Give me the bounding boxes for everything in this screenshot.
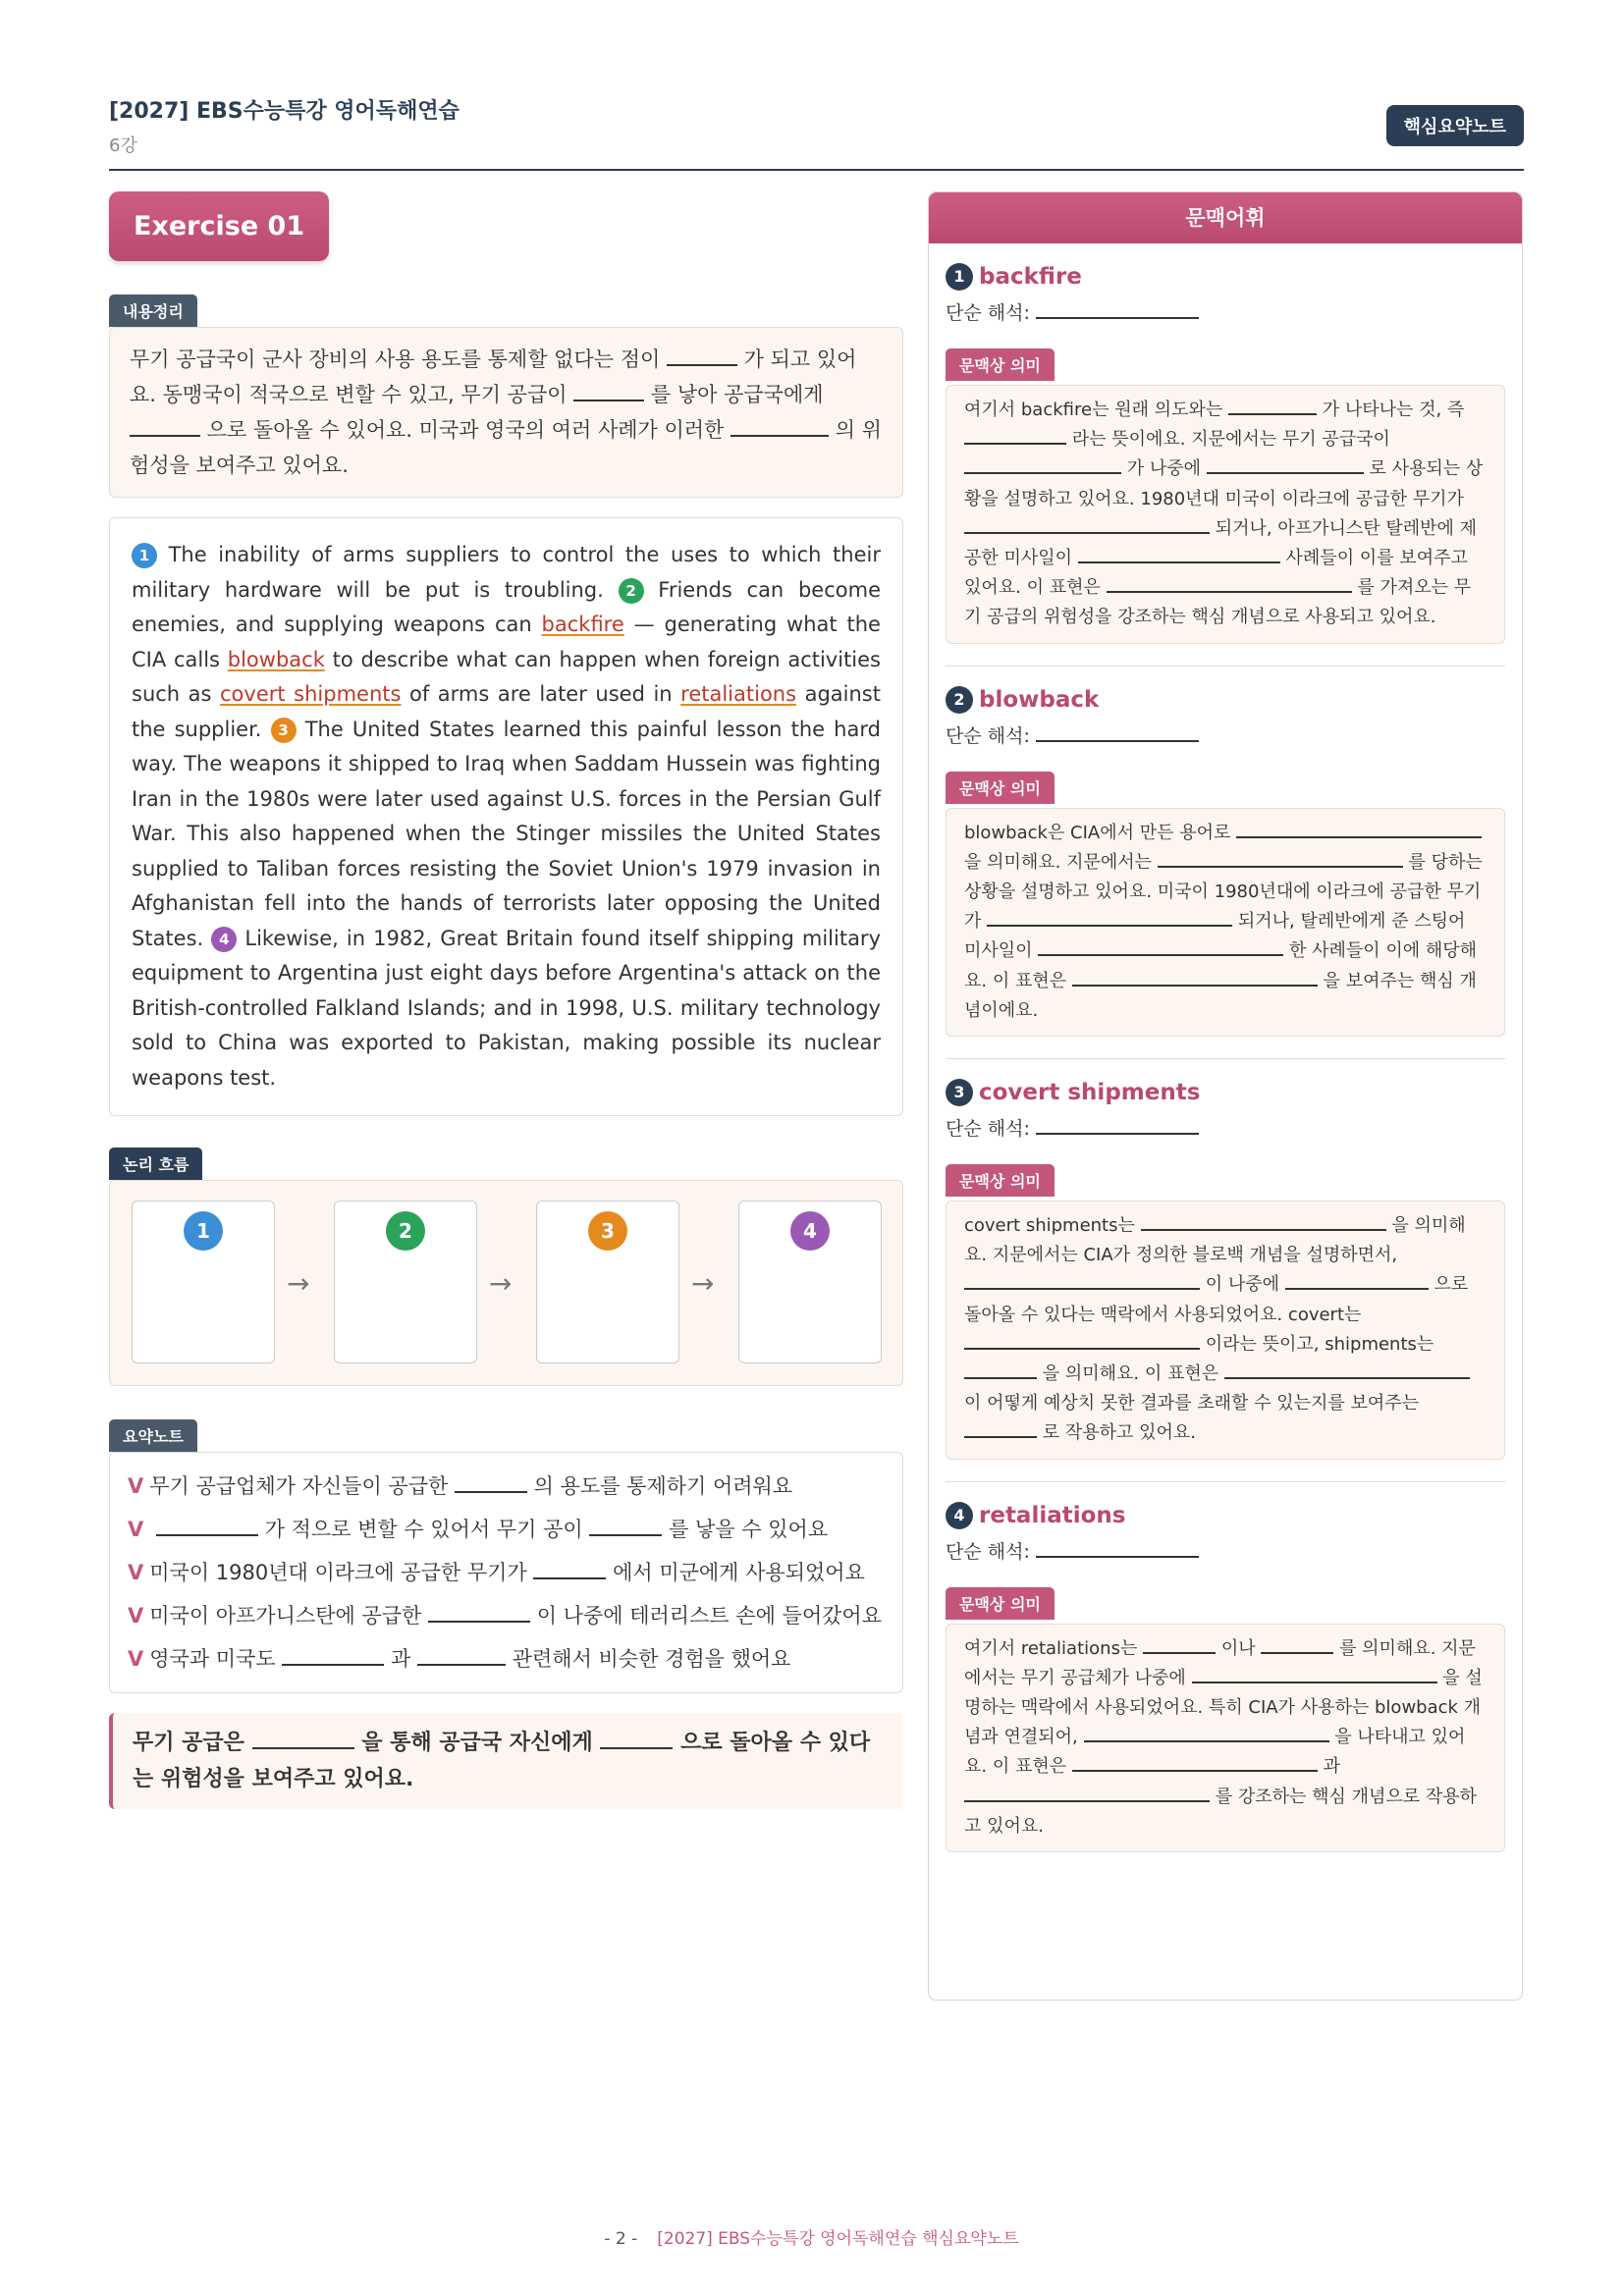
fill-blank[interactable] bbox=[964, 1272, 1200, 1290]
definition-label: 단순 해석: bbox=[946, 302, 1030, 324]
meaning-tag: 문맥상 의미 bbox=[946, 348, 1055, 381]
definition-blank[interactable] bbox=[1036, 300, 1199, 319]
meaning-text: 를 당하는 상황을 설명하고 있어요. 미국이 1980년대에 이라크에 공급한 무기가 bbox=[964, 851, 1483, 933]
note-line-5 bbox=[128, 1637, 885, 1681]
vocab-word: covert shipments bbox=[979, 1080, 1201, 1106]
fill-blank[interactable] bbox=[417, 1645, 506, 1666]
meaning-tag: 문맥상 의미 bbox=[946, 772, 1055, 804]
vocab-item-blowback bbox=[929, 686, 1522, 1059]
fill-blank[interactable] bbox=[667, 346, 737, 366]
document-title: [2027] EBS수능특강 영어독해연습 bbox=[109, 99, 460, 124]
meaning-text: 이라는 뜻이고, shipments는 bbox=[1205, 1333, 1434, 1355]
summary-notes-box bbox=[109, 1452, 903, 1693]
page-footer bbox=[0, 2224, 1623, 2249]
summary-text: 으로 돌아올 수 있어요. 미국과 영국의 여러 사례가 이러한 bbox=[206, 418, 725, 442]
fill-blank[interactable] bbox=[1141, 1213, 1386, 1231]
fill-blank[interactable] bbox=[964, 456, 1121, 474]
passage-sentence: Friends can become enemies, and supplying weapons can bbox=[132, 577, 881, 636]
fill-blank[interactable] bbox=[1072, 969, 1318, 987]
sentence-marker-1: 1 bbox=[132, 543, 157, 568]
vocab-word: retaliations bbox=[979, 1502, 1126, 1528]
meaning-text: covert shipments는 bbox=[964, 1215, 1135, 1237]
fill-blank[interactable] bbox=[1143, 1636, 1216, 1654]
flow-number: 3 bbox=[588, 1211, 627, 1251]
meaning-text: 을 의미해요. 지문에서는 CIA가 정의한 블로백 개념을 설명하면서, bbox=[964, 1215, 1466, 1266]
note-line-4 bbox=[128, 1594, 885, 1637]
definition-label: 단순 해석: bbox=[946, 1540, 1030, 1563]
footer-title: [2027] EBS수능특강 영어독해연습 핵심요약노트 bbox=[657, 2229, 1019, 2249]
reading-passage bbox=[109, 517, 903, 1116]
fill-blank[interactable] bbox=[1072, 1754, 1318, 1772]
note-text: 미국이 1980년대 이라크에 공급한 무기가 bbox=[149, 1561, 527, 1584]
note-line-2 bbox=[128, 1508, 885, 1551]
meaning-text: 한 사례들이 이에 해당해요. 이 표현은 bbox=[964, 940, 1478, 991]
fill-blank[interactable] bbox=[964, 1420, 1037, 1438]
vocab-item-backfire bbox=[929, 263, 1522, 667]
fill-blank[interactable] bbox=[573, 381, 644, 401]
meaning-text: 로 사용되는 상황을 설명하고 있어요. 1980년대 미국이 이라크에 공급한 무기가 bbox=[964, 458, 1484, 509]
fill-blank[interactable] bbox=[964, 427, 1066, 445]
divider bbox=[946, 1481, 1505, 1482]
sentence-marker-2: 2 bbox=[619, 578, 644, 604]
vocab-panel bbox=[928, 191, 1523, 2001]
fill-blank[interactable] bbox=[1236, 821, 1482, 838]
context-meaning-box bbox=[946, 385, 1505, 644]
fill-blank[interactable] bbox=[1261, 1636, 1333, 1654]
summary-text: 무기 공급국이 군사 장비의 사용 용도를 통제할 없다는 점이 bbox=[130, 347, 661, 371]
fill-blank[interactable] bbox=[1158, 850, 1403, 868]
meaning-text: 여기서 retaliations는 bbox=[964, 1637, 1138, 1659]
flow-card-2[interactable] bbox=[334, 1201, 477, 1363]
meaning-tag: 문맥상 의미 bbox=[946, 1587, 1055, 1620]
fill-blank[interactable] bbox=[964, 1785, 1210, 1802]
meaning-text: 로 작용하고 있어요. bbox=[1042, 1422, 1197, 1444]
vocab-number: 4 bbox=[946, 1502, 973, 1529]
conclusion-text: 을 통해 공급국 자신에게 bbox=[361, 1731, 593, 1755]
note-type-badge: 핵심요약노트 bbox=[1386, 105, 1524, 146]
flow-card-3[interactable] bbox=[536, 1201, 679, 1363]
definition-blank[interactable] bbox=[1036, 723, 1199, 742]
arrow-right-icon: → bbox=[691, 1267, 715, 1300]
meaning-text: 을 의미해요. 지문에서는 bbox=[964, 851, 1153, 873]
meaning-text: 을 의미해요. 이 표현은 bbox=[1042, 1363, 1219, 1385]
passage-sentence: against the supplier. bbox=[132, 682, 881, 741]
definition-blank[interactable] bbox=[1036, 1116, 1199, 1135]
divider bbox=[946, 666, 1505, 667]
summary-notes-tag: 요약노트 bbox=[109, 1419, 197, 1452]
note-line-1 bbox=[128, 1465, 885, 1508]
note-line-3 bbox=[128, 1551, 885, 1594]
content-summary-box bbox=[109, 327, 903, 498]
vocab-number: 3 bbox=[946, 1079, 973, 1106]
meaning-text: 를 의미해요. 지문에서는 무기 공급체가 나중에 bbox=[964, 1637, 1476, 1688]
note-text: 과 bbox=[391, 1647, 411, 1671]
meaning-text: 을 보여주는 핵심 개념이에요. bbox=[964, 970, 1477, 1021]
vocab-item-retaliations bbox=[929, 1502, 1522, 1852]
fill-blank[interactable] bbox=[987, 909, 1232, 927]
meaning-text: 이나 bbox=[1220, 1637, 1256, 1659]
meaning-text: 을 설명하는 맥락에서 사용되었어요. 특히 CIA가 사용하는 blowback 개념과 연결되어, bbox=[964, 1667, 1483, 1748]
conclusion-box bbox=[109, 1713, 903, 1809]
arrow-right-icon: → bbox=[489, 1267, 513, 1300]
fill-blank[interactable] bbox=[252, 1728, 354, 1749]
check-icon: V bbox=[128, 1604, 144, 1628]
fill-blank[interactable] bbox=[1107, 575, 1352, 593]
meaning-text: 사례들이 이를 보여주고 있어요. 이 표현은 bbox=[964, 548, 1468, 599]
meaning-text: 여기서 backfire는 원래 의도와는 bbox=[964, 400, 1223, 420]
fill-blank[interactable] bbox=[1084, 1725, 1329, 1742]
meaning-text: 과 bbox=[1323, 1756, 1340, 1778]
vocab-word: blowback bbox=[979, 686, 1100, 713]
fill-blank[interactable] bbox=[1224, 1362, 1470, 1379]
flow-number: 2 bbox=[386, 1211, 425, 1251]
flow-number: 4 bbox=[790, 1211, 830, 1251]
note-text: 미국이 아프가니스탄에 공급한 bbox=[149, 1604, 422, 1628]
vocab-panel-title: 문맥어휘 bbox=[929, 192, 1522, 243]
note-text: 에서 미군에게 사용되었어요 bbox=[613, 1561, 865, 1584]
fill-blank[interactable] bbox=[1078, 546, 1280, 563]
check-icon: V bbox=[128, 1518, 144, 1541]
fill-blank[interactable] bbox=[964, 516, 1210, 534]
flow-number: 1 bbox=[184, 1211, 223, 1251]
passage-sentence: Likewise, in 1982, Great Britain found itself shipping military equipment to Argentina just eight days before Argentina's attack on the British-controlled Falkland Islands; and in 1998, U.S. military technology sold to China was exported to Pakistan, making possible its nuclear weapons test. bbox=[132, 926, 881, 1090]
meaning-text: 이 어떻게 예상치 못한 결과를 초래할 수 있는지를 보여주는 bbox=[964, 1393, 1420, 1415]
meaning-text: 가 나중에 bbox=[1126, 458, 1202, 480]
divider bbox=[946, 1058, 1505, 1059]
passage-sentence: The inability of arms suppliers to control the uses to which their military hardware will be put is troubling. bbox=[132, 543, 881, 602]
check-icon: V bbox=[128, 1474, 144, 1498]
fill-blank[interactable] bbox=[455, 1472, 527, 1493]
page-header bbox=[109, 94, 1524, 171]
vocab-number: 1 bbox=[946, 263, 973, 291]
fill-blank[interactable] bbox=[282, 1645, 384, 1666]
arrow-right-icon: → bbox=[287, 1267, 310, 1300]
meaning-text: 되거나, 아프가니스탄 탈레반에 제공한 미사일이 bbox=[964, 517, 1478, 569]
passage-sentence: to describe what can happen when foreign activities such as bbox=[132, 647, 882, 706]
sentence-marker-3: 3 bbox=[271, 718, 297, 743]
lesson-number: 6강 bbox=[109, 135, 137, 156]
meaning-tag: 문맥상 의미 bbox=[946, 1164, 1055, 1197]
highlight-blowback[interactable]: blowback bbox=[227, 647, 325, 671]
check-icon: V bbox=[128, 1561, 144, 1584]
left-column bbox=[109, 191, 903, 1809]
exercise-label: Exercise 01 bbox=[109, 191, 329, 261]
vocab-item-covert-shipments bbox=[929, 1079, 1522, 1482]
fill-blank[interactable] bbox=[964, 1362, 1037, 1379]
content-summary-tag: 내용정리 bbox=[109, 294, 197, 327]
summary-text: 가 되고 있어요. 동맹국이 적국으로 변할 수 있고, 무기 공급이 bbox=[130, 347, 857, 406]
fill-blank[interactable] bbox=[428, 1602, 530, 1623]
fill-blank[interactable] bbox=[130, 416, 200, 437]
note-text: 관련해서 비슷한 경험을 했어요 bbox=[512, 1647, 791, 1671]
fill-blank[interactable] bbox=[533, 1559, 606, 1579]
fill-blank[interactable] bbox=[156, 1516, 258, 1536]
note-text: 의 용도를 통제하기 어려워요 bbox=[533, 1474, 793, 1498]
definition-blank[interactable] bbox=[1036, 1539, 1199, 1558]
highlight-retaliations[interactable]: retaliations bbox=[680, 682, 797, 706]
fill-blank[interactable] bbox=[1285, 1272, 1429, 1290]
page-number: - 2 - bbox=[604, 2229, 638, 2249]
meaning-text: 을 나타내고 있어요. 이 표현은 bbox=[964, 1727, 1466, 1778]
passage-sentence: of arms are later used in bbox=[409, 682, 673, 706]
vocab-number: 2 bbox=[946, 686, 973, 714]
check-icon: V bbox=[128, 1647, 144, 1671]
conclusion-text: 무기 공급은 bbox=[133, 1731, 244, 1755]
meaning-text: 라는 뜻이에요. 지문에서는 무기 공급국이 bbox=[1071, 429, 1390, 451]
flow-card-1[interactable] bbox=[132, 1201, 275, 1363]
note-text: 가 적으로 변할 수 있어서 무기 공이 bbox=[264, 1518, 583, 1541]
meaning-text: 되거나, 탈레반에게 준 스팅어 미사일이 bbox=[964, 911, 1466, 962]
note-text: 를 낳을 수 있어요 bbox=[669, 1518, 829, 1541]
definition-label: 단순 해석: bbox=[946, 1118, 1030, 1141]
fill-blank[interactable] bbox=[600, 1728, 673, 1749]
meaning-text: 으로 돌아올 수 있다는 맥락에서 사용되었어요. covert는 bbox=[964, 1274, 1469, 1325]
summary-text: 의 위험성을 보여주고 있어요. bbox=[130, 418, 882, 477]
passage-sentence: The United States learned this painful lesson the hard way. The weapons it shipped to Iraq when Saddam Hussein was fighting Iran in the 1980s were later used against U.S. forces in the Persian Gulf War. This also happened when the Stinger missiles the United States supplied to Taliban forces resisting the Soviet Union's 1979 invasion in Afghanistan fell into the hands of terrorists later opposing the United States. bbox=[132, 717, 881, 950]
meaning-text: 를 가져오는 무기 공급의 위험성을 강조하는 핵심 개념으로 사용되고 있어요. bbox=[964, 577, 1472, 628]
meaning-text: blowback은 CIA에서 만든 용어로 bbox=[964, 822, 1231, 843]
conclusion-text: 으로 돌아올 수 있다는 위험성을 보여주고 있어요. bbox=[133, 1731, 871, 1791]
context-meaning-box bbox=[946, 1201, 1505, 1460]
highlight-backfire[interactable]: backfire bbox=[541, 613, 624, 636]
meaning-text: 가 나타나는 것, 즉 bbox=[1322, 400, 1465, 420]
note-text: 무기 공급업체가 자신들이 공급한 bbox=[149, 1474, 449, 1498]
sentence-marker-4: 4 bbox=[211, 927, 237, 952]
meaning-text: 이 나중에 bbox=[1205, 1274, 1280, 1296]
flow-card-4[interactable] bbox=[738, 1201, 882, 1363]
fill-blank[interactable] bbox=[964, 1332, 1200, 1350]
fill-blank[interactable] bbox=[589, 1516, 662, 1536]
highlight-covert-shipments[interactable]: covert shipments bbox=[220, 682, 402, 706]
fill-blank[interactable] bbox=[1207, 456, 1364, 474]
logic-flow-box bbox=[109, 1180, 903, 1386]
context-meaning-box bbox=[946, 808, 1505, 1037]
fill-blank[interactable] bbox=[1192, 1666, 1437, 1683]
definition-label: 단순 해석: bbox=[946, 724, 1030, 747]
meaning-text: 를 강조하는 핵심 개념으로 작용하고 있어요. bbox=[964, 1786, 1478, 1837]
fill-blank[interactable] bbox=[1038, 938, 1283, 956]
fill-blank[interactable] bbox=[730, 416, 829, 437]
summary-text: 를 낳아 공급국에게 bbox=[650, 383, 824, 406]
passage-sentence: — generating what the CIA calls bbox=[132, 613, 881, 671]
context-meaning-box bbox=[946, 1624, 1505, 1852]
note-text: 영국과 미국도 bbox=[149, 1647, 276, 1671]
logic-flow-tag: 논리 흐름 bbox=[109, 1148, 202, 1180]
note-text: 이 나중에 테러리스트 손에 들어갔어요 bbox=[536, 1604, 882, 1628]
vocab-word: backfire bbox=[979, 264, 1082, 290]
fill-blank[interactable] bbox=[1228, 398, 1317, 415]
